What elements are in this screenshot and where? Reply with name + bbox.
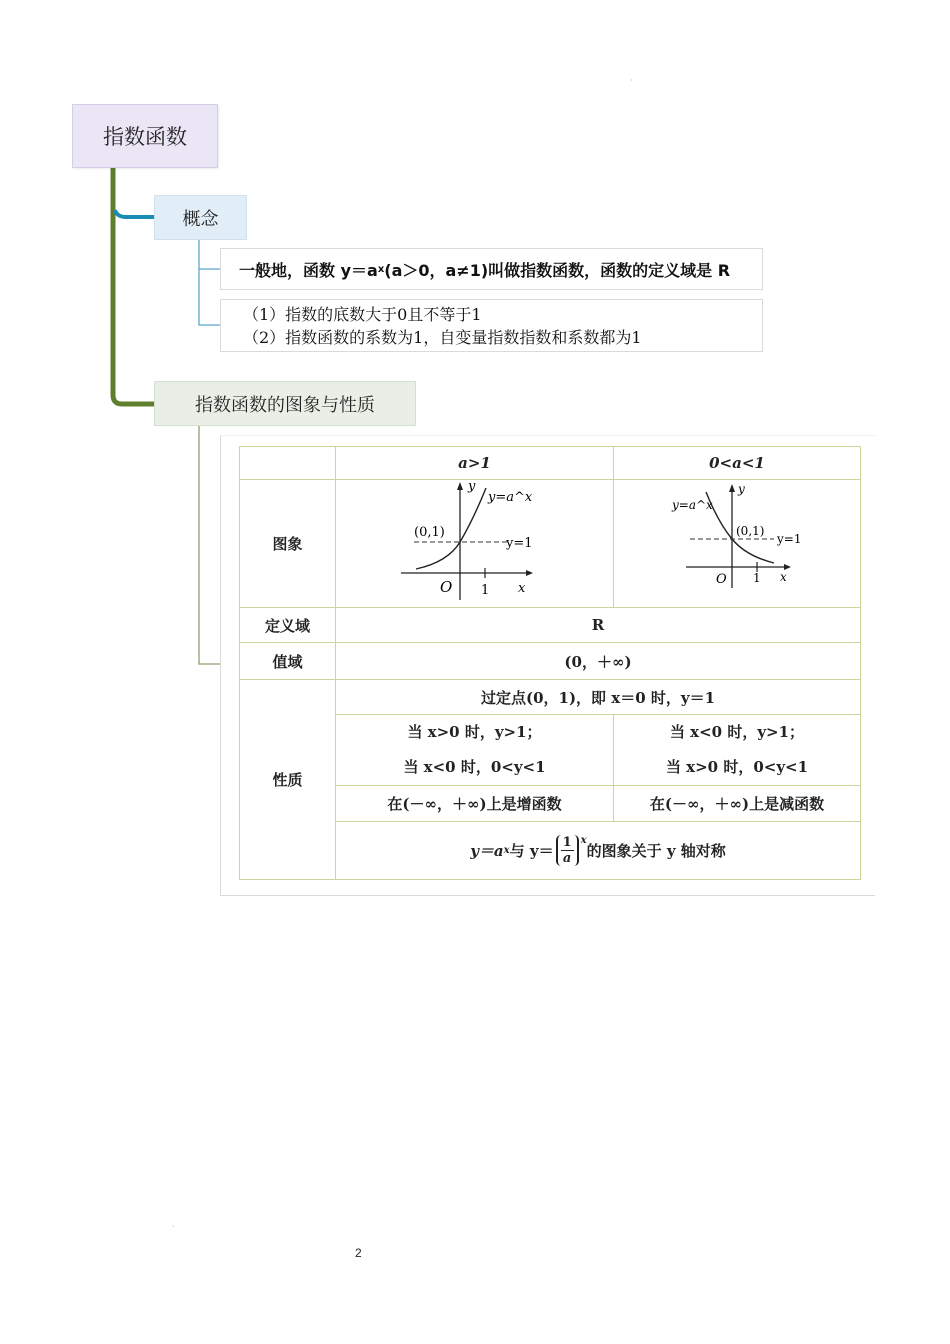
concept-leaf-connector (199, 238, 220, 325)
y-axis-label: y (468, 480, 476, 494)
graph-increasing-cell (336, 480, 614, 608)
x-axis-arrow (526, 570, 533, 576)
symmetry-prefix: y＝a (470, 842, 504, 860)
graph-leaf-connector (199, 425, 220, 664)
one-label: 1 (481, 583, 490, 598)
value-line: 当 x<0 时，0<y<1 (403, 758, 546, 776)
curve-label: y=a^x (672, 498, 713, 512)
symmetry-cell (336, 822, 861, 880)
symmetry-suffix: 的图象关于 y 轴对称 (586, 842, 726, 860)
increasing-values-cell (336, 715, 614, 786)
concept-node[interactable] (154, 195, 247, 240)
graph-properties-node-label: 指数函数的图象与性质 (195, 394, 375, 416)
graph-row-label: 图象 (240, 480, 336, 608)
root-node[interactable] (72, 104, 218, 168)
notes-leaf[interactable] (220, 299, 763, 352)
symmetry-exponent: x (503, 845, 510, 856)
decreasing-monotonic-cell: 在(－∞，＋∞)上是减函数 (614, 786, 861, 822)
header-a-lt-1: 0<a<1 (614, 447, 861, 480)
definition-suffix: (a＞0，a≠1)叫做指数函数，函数的定义域是 R (384, 260, 731, 280)
graph-row (240, 480, 861, 608)
y-axis-arrow (729, 484, 735, 492)
fraction-denominator: a (562, 851, 572, 866)
point-label: (0,1) (736, 524, 765, 538)
definition-leaf[interactable] (220, 248, 763, 290)
symmetry-mid: 与 y＝ (509, 842, 554, 860)
x-axis-label: x (780, 570, 787, 584)
point-label: (0,1) (414, 525, 445, 540)
value-line: 当 x<0 时，y>1； (669, 723, 805, 741)
page-number: 2 (355, 1246, 362, 1260)
fixed-point-value: 过定点(0，1)，即 x＝0 时，y＝1 (336, 680, 861, 715)
root-node-label: 指数函数 (103, 125, 187, 149)
decreasing-exponential-graph (614, 480, 860, 607)
definition-exponent: x (377, 263, 385, 275)
page-mark-dot-2: · (172, 1222, 175, 1231)
graph-decreasing-cell (614, 480, 861, 608)
page-mark-dot: · (630, 76, 633, 85)
header-a-gt-1: a>1 (336, 447, 614, 480)
asymptote-label: y=1 (777, 532, 802, 546)
table-header-row (240, 447, 861, 480)
curve-label: y=a^x (488, 490, 533, 505)
value-line: 当 x>0 时，0<y<1 (665, 758, 809, 776)
decreasing-values-cell (614, 715, 861, 786)
fraction-exponent: x (580, 835, 587, 846)
fraction-numerator: 1 (562, 835, 572, 850)
header-empty-cell (240, 447, 336, 480)
graph-properties-node[interactable] (154, 381, 416, 426)
fixed-point-row (240, 680, 861, 715)
origin-label: O (440, 578, 453, 596)
increasing-exponential-graph (336, 480, 613, 607)
note-line: （2）指数函数的系数为1，自变量指数指数和系数都为1 (243, 328, 642, 347)
asymptote-label: y=1 (506, 536, 533, 551)
one-label: 1 (753, 571, 761, 585)
y-axis-label: y (738, 482, 745, 496)
range-row-label: 值域 (240, 643, 336, 680)
trunk-branch (113, 166, 154, 404)
concept-branch (115, 210, 154, 217)
domain-value: R (336, 608, 861, 643)
value-line: 当 x>0 时，y>1； (407, 723, 542, 741)
definition-prefix: 一般地，函数 y＝a (239, 260, 378, 280)
range-row (240, 643, 861, 680)
domain-row-label: 定义域 (240, 608, 336, 643)
domain-row (240, 608, 861, 643)
properties-row-label: 性质 (240, 680, 336, 880)
note-line: （1）指数的底数大于0且不等于1 (243, 305, 482, 324)
x-axis-label: x (518, 581, 526, 596)
origin-label: O (716, 572, 727, 587)
range-value: (0，＋∞) (336, 643, 861, 680)
increasing-monotonic-cell: 在(－∞，＋∞)上是增函数 (336, 786, 614, 822)
y-axis-arrow (457, 482, 463, 490)
properties-table (239, 446, 861, 880)
fraction-1-over-a (556, 835, 579, 866)
concept-node-label: 概念 (182, 208, 219, 230)
